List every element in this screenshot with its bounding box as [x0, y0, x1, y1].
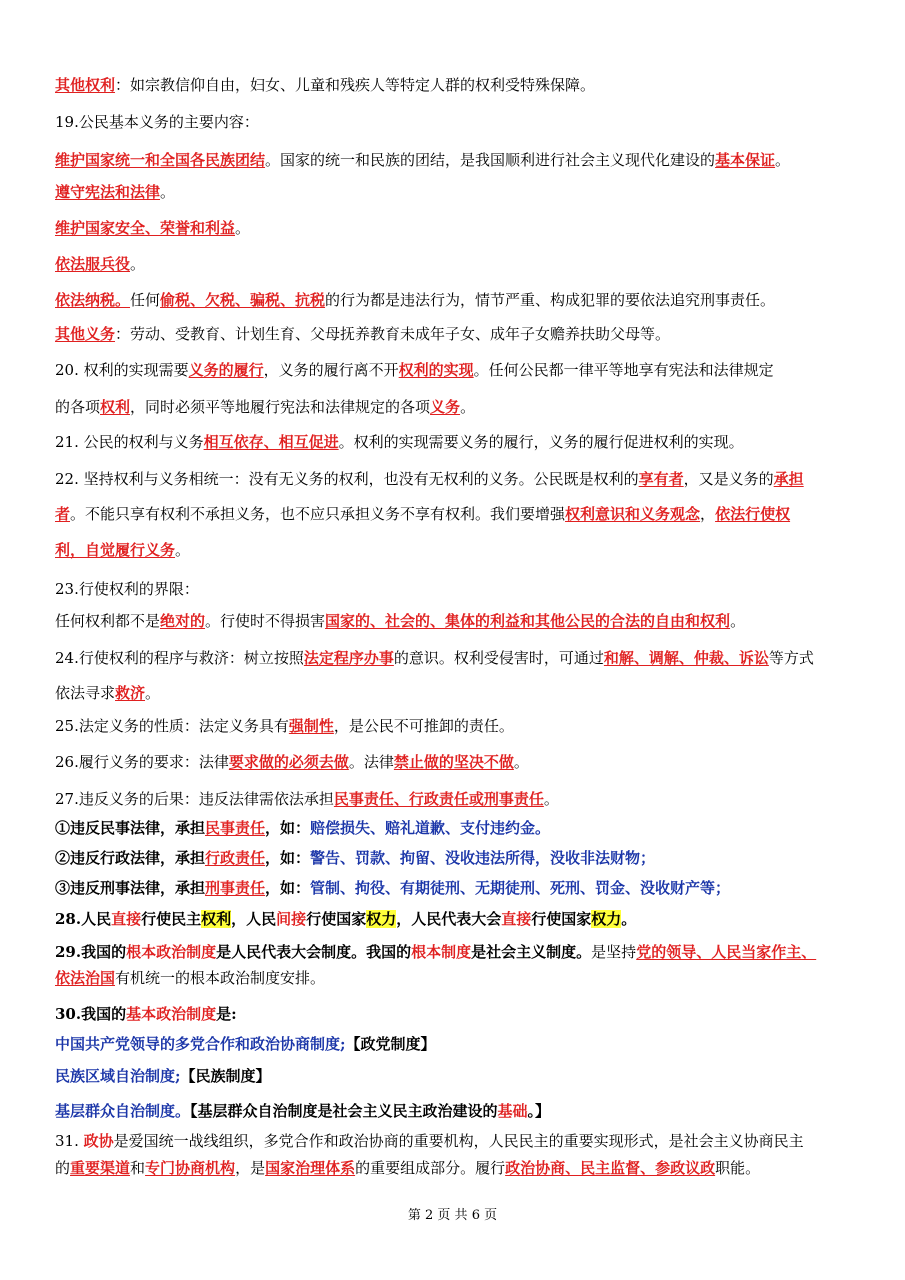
body-text: 。	[460, 398, 476, 416]
text-line	[55, 1131, 855, 1151]
emphasis-text: 根本政治制度	[126, 943, 217, 961]
text-line	[55, 909, 855, 929]
body-text: ：如宗教信仰自由，妇女、儿童和残疾人等特定人群的权利受特殊保障。	[115, 76, 596, 94]
emphasis-text: 。	[621, 910, 637, 928]
emphasis-text: 基本保证	[715, 151, 776, 169]
emphasis-text: 基础	[497, 1102, 528, 1120]
body-text: 和	[130, 1159, 146, 1177]
text-line	[55, 290, 855, 310]
emphasis-text: 29.我国的	[55, 943, 127, 961]
body-text: 。	[175, 541, 191, 559]
body-text: 是爱国统一战线组织，多党合作和政治协商的重要机构，人民民主的重要实现形式，是社会主义协商民主	[113, 1132, 804, 1150]
text-line	[55, 752, 855, 772]
emphasis-text: 基本政治制度	[126, 1005, 217, 1023]
emphasis-text: 其他权利	[55, 76, 116, 94]
emphasis-text: 【政党制度】	[345, 1035, 436, 1053]
text-line	[55, 504, 855, 524]
body-text: 23.行使权利的界限：	[55, 580, 199, 598]
text-line	[55, 218, 855, 238]
body-text: ，	[700, 505, 716, 523]
body-text: 的重要组成部分。履行	[355, 1159, 506, 1177]
body-text: 。	[235, 219, 251, 237]
body-text: ，同时必须平等地履行宪法和法律规定的各项	[130, 398, 431, 416]
emphasis-text: 政协	[83, 1132, 114, 1150]
body-text: 25.法定义务的性质：法定义务具有	[55, 717, 289, 735]
emphasis-text: 党的领导、人民当家作主、	[636, 943, 817, 961]
text-line	[55, 1004, 855, 1024]
emphasis-text: 维护国家统一和全国各民族团结	[55, 151, 266, 169]
emphasis-text: 。】	[527, 1102, 551, 1120]
emphasis-text: 要求做的必须去做	[228, 753, 349, 771]
emphasis-text: 义务	[430, 398, 461, 416]
emphasis-text: 依法纳税。	[55, 291, 131, 309]
text-line	[55, 150, 855, 170]
emphasis-text: ①违反民事法律，承担	[55, 819, 206, 837]
emphasis-text: 间接	[276, 910, 307, 928]
emphasis-text: 维护国家安全、荣誉和利益	[55, 219, 236, 237]
body-text: 。	[513, 753, 529, 771]
text-line	[55, 648, 855, 668]
emphasis-text: 行使民主	[141, 910, 202, 928]
body-text: 。不能只享有权利不承担义务，也不应只承担义务不享有权利。我们要增强	[70, 505, 566, 523]
emphasis-text: 国家治理体系	[265, 1159, 356, 1177]
body-text: ，是	[235, 1159, 266, 1177]
text-line	[55, 324, 855, 344]
body-text: 。	[145, 684, 161, 702]
body-text: 24.行使权利的程序与救济：树立按照	[55, 649, 304, 667]
emphasis-text: 是:	[216, 1005, 237, 1023]
emphasis-text: ，如：	[265, 879, 311, 897]
emphasis-text: 义务的履行	[188, 361, 264, 379]
emphasis-text: 权力	[366, 910, 397, 928]
text-line	[55, 397, 855, 417]
emphasis-text: 相互依存、相互促进	[203, 433, 339, 451]
body-text: 。	[543, 790, 559, 808]
emphasis-text: 者	[55, 505, 71, 523]
body-text: 。国家的统一和民族的团结，是我国顺利进行社会主义现代化建设的	[265, 151, 716, 169]
emphasis-text: 根本制度	[411, 943, 472, 961]
emphasis-text: ，如：	[265, 819, 311, 837]
body-text: 有机统一的根本政治制度安排。	[115, 969, 326, 987]
body-text: 的	[55, 1159, 71, 1177]
text-line	[55, 360, 855, 380]
body-text: ，又是义务的	[683, 470, 774, 488]
body-text: 。法律	[348, 753, 394, 771]
emphasis-text: 依法治国	[55, 969, 116, 987]
emphasis-text: 28.人民	[55, 910, 112, 928]
body-text: ，是公民不可推卸的责任。	[333, 717, 514, 735]
body-text: 19.公民基本义务的主要内容：	[55, 113, 259, 131]
body-text: 任何	[130, 291, 161, 309]
text-line	[55, 878, 855, 898]
emphasis-text: 和解、调解、仲裁、诉讼	[603, 649, 769, 667]
emphasis-text: 依法行使权	[715, 505, 791, 523]
emphasis-text: 绝对的	[160, 612, 206, 630]
text-line	[55, 1066, 855, 1086]
text-line	[55, 1158, 855, 1178]
text-line	[55, 579, 855, 599]
body-text: 依法寻求	[55, 684, 116, 702]
emphasis-text: 禁止做的坚决不做	[393, 753, 514, 771]
text-line	[55, 848, 855, 868]
text-line	[55, 112, 855, 132]
emphasis-text: 30.我国的	[55, 1005, 127, 1023]
text-line	[55, 1101, 855, 1121]
text-line	[55, 789, 855, 809]
emphasis-text: 遵守宪法和法律	[55, 183, 161, 201]
emphasis-text: 权利的实现	[398, 361, 474, 379]
emphasis-text: 基层群众自治制度。	[55, 1102, 191, 1120]
emphasis-text: 民事责任	[205, 819, 266, 837]
emphasis-text: 利，自觉履行义务	[55, 541, 176, 559]
text-line	[55, 432, 855, 452]
body-text: 的行为都是违法行为，情节严重、构成犯罪的要依法追究刑事责任。	[325, 291, 776, 309]
emphasis-text: ，人民	[231, 910, 277, 928]
emphasis-text: ，如：	[265, 849, 311, 867]
text-line	[55, 182, 855, 202]
emphasis-text: 刑事责任	[205, 879, 266, 897]
emphasis-text: 政治协商、民主监督、参政议政	[505, 1159, 716, 1177]
emphasis-text: 警告、罚款、拘留、没收违法所得，没收非法财物；	[310, 849, 656, 867]
text-line	[55, 469, 855, 489]
body-text: 。行使时不得损害	[205, 612, 326, 630]
text-line	[55, 611, 855, 631]
emphasis-text: 救济	[115, 684, 146, 702]
emphasis-text: 行使国家	[531, 910, 592, 928]
emphasis-text: 权利	[201, 910, 232, 928]
text-line	[55, 716, 855, 736]
body-text: 31.	[55, 1132, 84, 1150]
body-text: ：劳动、受教育、计划生育、父母抚养教育未成年子女、成年子女赡养扶助父母等。	[115, 325, 671, 343]
body-text: 20. 权利的实现需要	[55, 361, 189, 379]
page-footer: 第 2 页 共 6 页	[407, 1208, 498, 1223]
emphasis-text: 管制、拘役、有期徒刑、无期徒刑、死刑、罚金、没收财产等；	[310, 879, 731, 897]
emphasis-text: 【基层群众自治制度是社会主义民主政治建设的	[190, 1102, 498, 1120]
emphasis-text: 行政责任	[205, 849, 266, 867]
emphasis-text: ②违反行政法律，承担	[55, 849, 206, 867]
emphasis-text: 民事责任、行政责任或刑事责任	[333, 790, 544, 808]
emphasis-text: 直接	[501, 910, 532, 928]
body-text: 的各项	[55, 398, 101, 416]
emphasis-text: 国家的、社会的、集体的利益和其他公民的合法的自由和权利	[325, 612, 731, 630]
emphasis-text: 专门协商机构	[145, 1159, 236, 1177]
text-line	[55, 540, 855, 560]
text-line	[55, 254, 855, 274]
body-text: 27.违反义务的后果：违反法律需依法承担	[55, 790, 334, 808]
emphasis-text: 强制性	[288, 717, 334, 735]
emphasis-text: 【民族制度】	[180, 1067, 271, 1085]
body-text: 22. 坚持权利与义务相统一：没有无义务的权利，也没有无权利的义务。公民既是权利的	[55, 470, 639, 488]
emphasis-text: 重要渠道	[70, 1159, 131, 1177]
body-text: 。	[160, 183, 176, 201]
emphasis-text: ③违反刑事法律，承担	[55, 879, 206, 897]
body-text: 21. 公民的权利与义务	[55, 433, 204, 451]
emphasis-text: 承担	[773, 470, 804, 488]
text-line	[55, 75, 855, 95]
body-text: 26.履行义务的要求：法律	[55, 753, 229, 771]
text-line	[55, 942, 855, 962]
emphasis-text: 行使国家	[306, 910, 367, 928]
emphasis-text: 是社会主义制度。	[471, 943, 592, 961]
body-text: 等方式	[768, 649, 814, 667]
text-line	[55, 818, 855, 838]
emphasis-text: 权利意识和义务观念	[565, 505, 701, 523]
body-text: 。	[130, 255, 146, 273]
emphasis-text: 权利	[100, 398, 131, 416]
body-text: ，义务的履行离不开	[263, 361, 399, 379]
emphasis-text: 偷税、欠税、骗税、抗税	[160, 291, 326, 309]
emphasis-text: 是人民代表大会制度。我国的	[216, 943, 412, 961]
body-text: 的意识。权利受侵害时，可通过	[393, 649, 604, 667]
body-text: 是坚持	[591, 943, 637, 961]
text-line	[55, 1034, 855, 1054]
emphasis-text: 中国共产党领导的多党合作和政治协商制度;	[55, 1035, 346, 1053]
emphasis-text: 民族区域自治制度;	[55, 1067, 181, 1085]
emphasis-text: 享有者	[638, 470, 684, 488]
text-line	[55, 968, 855, 988]
body-text: 。	[730, 612, 746, 630]
emphasis-text: 依法服兵役	[55, 255, 131, 273]
emphasis-text: 权力	[591, 910, 622, 928]
emphasis-text: 赔偿损失、赔礼道歉、支付违约金。	[310, 819, 551, 837]
text-line	[55, 683, 855, 703]
body-text: 。权利的实现需要义务的履行，义务的履行促进权利的实现。	[338, 433, 744, 451]
body-text: 。任何公民都一律平等地享有宪法和法律规定	[473, 361, 774, 379]
emphasis-text: 其他义务	[55, 325, 116, 343]
emphasis-text: ，人民代表大会	[396, 910, 502, 928]
body-text: 。	[775, 151, 791, 169]
body-text: 任何权利都不是	[55, 612, 161, 630]
emphasis-text: 直接	[111, 910, 142, 928]
body-text: 职能。	[715, 1159, 761, 1177]
emphasis-text: 法定程序办事	[303, 649, 394, 667]
